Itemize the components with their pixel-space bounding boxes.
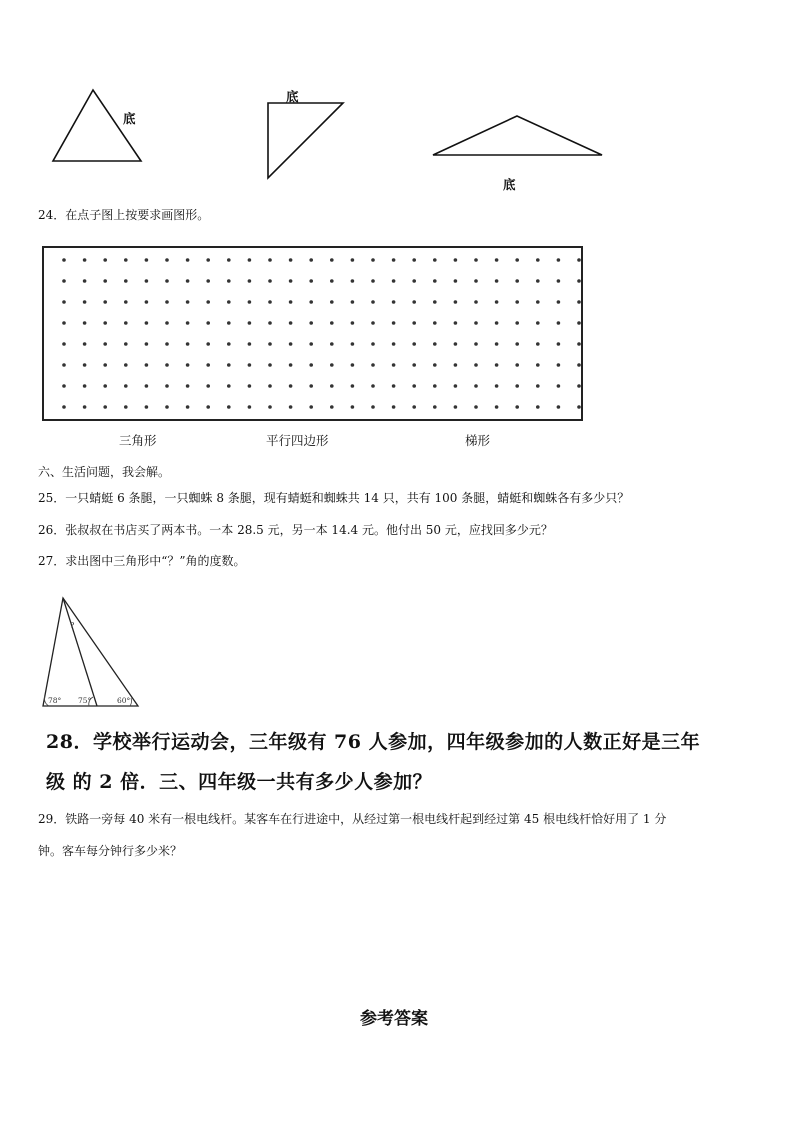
grid-dot xyxy=(227,258,231,262)
grid-dot xyxy=(433,342,437,346)
grid-dot xyxy=(62,342,66,346)
grid-dot xyxy=(433,279,437,283)
shape-label-parallelogram: 平行四边形 xyxy=(266,433,329,448)
grid-dot xyxy=(145,405,149,409)
grid-dot xyxy=(495,384,499,388)
grid-dot xyxy=(454,363,458,367)
grid-dot xyxy=(412,279,416,283)
grid-dot xyxy=(124,342,128,346)
grid-dot xyxy=(474,258,478,262)
grid-dot xyxy=(145,300,149,304)
grid-dot xyxy=(206,342,210,346)
grid-dot xyxy=(577,405,581,409)
grid-dot xyxy=(103,300,107,304)
grid-dot xyxy=(433,363,437,367)
grid-dot xyxy=(227,321,231,325)
grid-dot xyxy=(412,405,416,409)
grid-dot xyxy=(495,363,499,367)
grid-dot xyxy=(351,405,355,409)
grid-dot xyxy=(412,321,416,325)
grid-dot xyxy=(330,405,334,409)
grid-dot xyxy=(268,405,272,409)
grid-dot xyxy=(186,258,190,262)
grid-dot xyxy=(371,405,375,409)
grid-dot xyxy=(289,342,293,346)
grid-dot xyxy=(83,258,87,262)
grid-dot xyxy=(371,258,375,262)
grid-dot xyxy=(145,279,149,283)
grid-dot xyxy=(309,300,313,304)
grid-dot xyxy=(124,258,128,262)
grid-dot xyxy=(268,258,272,262)
grid-dot xyxy=(145,321,149,325)
grid-dot xyxy=(309,405,313,409)
grid-dot xyxy=(124,321,128,325)
grid-dot xyxy=(412,258,416,262)
grid-dot xyxy=(392,321,396,325)
grid-dot xyxy=(268,342,272,346)
grid-dot xyxy=(186,405,190,409)
grid-dot xyxy=(309,342,313,346)
grid-dot xyxy=(248,405,252,409)
grid-dot xyxy=(62,300,66,304)
triangle-3 xyxy=(433,116,602,155)
question-24: 24．在点子图上按要求画图形。 xyxy=(38,208,210,222)
grid-dot xyxy=(227,384,231,388)
grid-dot xyxy=(474,279,478,283)
grid-dot xyxy=(227,363,231,367)
triangle-figures xyxy=(0,0,794,200)
grid-dot xyxy=(351,321,355,325)
grid-dot xyxy=(289,279,293,283)
question-28-line1-text xyxy=(46,731,701,753)
grid-dot xyxy=(371,321,375,325)
grid-dot xyxy=(227,300,231,304)
grid-dot xyxy=(433,258,437,262)
grid-dot xyxy=(433,405,437,409)
grid-dot xyxy=(83,342,87,346)
grid-dot xyxy=(248,258,252,262)
grid-dot xyxy=(83,363,87,367)
grid-dot xyxy=(206,384,210,388)
grid-dot xyxy=(474,321,478,325)
grid-dot xyxy=(62,405,66,409)
grid-dot xyxy=(351,258,355,262)
grid-dot xyxy=(392,279,396,283)
grid-dot xyxy=(62,279,66,283)
grid-dot xyxy=(206,300,210,304)
grid-dot xyxy=(248,300,252,304)
grid-dot xyxy=(186,384,190,388)
grid-dot xyxy=(330,363,334,367)
grid-dot xyxy=(165,279,169,283)
grid-dot xyxy=(495,321,499,325)
grid-dot xyxy=(289,384,293,388)
grid-dot xyxy=(536,258,540,262)
grid-dot xyxy=(248,363,252,367)
grid-dot xyxy=(474,300,478,304)
grid-dot xyxy=(309,321,313,325)
dot-grid-box[interactable] xyxy=(42,246,583,421)
grid-dot xyxy=(248,342,252,346)
grid-dot xyxy=(330,321,334,325)
grid-dot xyxy=(62,258,66,262)
grid-dot xyxy=(186,279,190,283)
grid-dot xyxy=(536,321,540,325)
grid-dot xyxy=(330,300,334,304)
grid-dot xyxy=(145,384,149,388)
grid-dot xyxy=(474,405,478,409)
grid-dot xyxy=(289,363,293,367)
grid-dot xyxy=(536,342,540,346)
grid-dot xyxy=(268,321,272,325)
grid-dot xyxy=(454,279,458,283)
grid-dot xyxy=(309,384,313,388)
grid-dot xyxy=(557,342,561,346)
grid-dot xyxy=(433,384,437,388)
grid-dot xyxy=(165,363,169,367)
grid-dot xyxy=(515,300,519,304)
grid-dot xyxy=(289,405,293,409)
grid-dot xyxy=(557,363,561,367)
grid-dot xyxy=(433,300,437,304)
grid-dot xyxy=(165,342,169,346)
grid-dot xyxy=(392,405,396,409)
grid-dot xyxy=(330,258,334,262)
grid-dot xyxy=(577,363,581,367)
grid-dot xyxy=(412,384,416,388)
shape-label-trapezoid: 梯形 xyxy=(465,433,491,448)
grid-dot xyxy=(577,321,581,325)
grid-dot xyxy=(83,384,87,388)
grid-dot xyxy=(412,300,416,304)
grid-dot xyxy=(186,342,190,346)
grid-dot xyxy=(165,384,169,388)
grid-dot xyxy=(454,384,458,388)
grid-dot xyxy=(495,279,499,283)
grid-dot xyxy=(515,258,519,262)
grid-dot xyxy=(577,279,581,283)
grid-dot xyxy=(351,342,355,346)
grid-dot xyxy=(454,405,458,409)
question-27: 27．求出图中三角形中“？”角的度数。 xyxy=(38,554,246,568)
angle-75: 75° xyxy=(78,696,92,705)
question-29-line1: 29．铁路一旁每 40 米有一根电线杆。某客车在行进途中，从经过第一根电线杆起到经过第 45 根电线杆恰好用了 1 分 xyxy=(38,812,667,826)
grid-dot xyxy=(309,363,313,367)
grid-dot xyxy=(83,321,87,325)
grid-dot xyxy=(124,279,128,283)
grid-dot xyxy=(515,363,519,367)
grid-dot xyxy=(515,342,519,346)
grid-dot xyxy=(577,384,581,388)
grid-dot xyxy=(145,363,149,367)
base-label-1: 底 xyxy=(123,111,136,126)
grid-dot xyxy=(103,384,107,388)
grid-dot xyxy=(474,363,478,367)
grid-dot xyxy=(289,258,293,262)
grid-dot xyxy=(248,279,252,283)
grid-dot xyxy=(371,300,375,304)
grid-dot xyxy=(268,300,272,304)
grid-dot xyxy=(536,300,540,304)
grid-dot xyxy=(474,342,478,346)
grid-dot xyxy=(309,279,313,283)
grid-dot xyxy=(515,321,519,325)
grid-dot xyxy=(206,405,210,409)
angle-60: 60° xyxy=(117,696,131,705)
question-26: 26．张叔叔在书店买了两本书。一本 28.5 元，另一本 14.4 元。他付出 50 元，应找回多少元？ xyxy=(38,523,553,537)
section-six-heading: 六、生活问题，我会解。 xyxy=(38,465,171,479)
grid-dot xyxy=(206,321,210,325)
grid-dot xyxy=(412,342,416,346)
grid-dot xyxy=(62,384,66,388)
base-label-2: 底 xyxy=(286,89,299,104)
grid-dot xyxy=(83,279,87,283)
grid-dot xyxy=(392,258,396,262)
grid-dot xyxy=(206,279,210,283)
grid-dot xyxy=(557,405,561,409)
grid-dot xyxy=(206,363,210,367)
grid-dot xyxy=(145,258,149,262)
grid-dot xyxy=(145,342,149,346)
grid-dot xyxy=(433,321,437,325)
grid-dot xyxy=(557,300,561,304)
grid-dot xyxy=(351,384,355,388)
grid-dot xyxy=(454,342,458,346)
grid-dot xyxy=(165,300,169,304)
grid-dot xyxy=(495,258,499,262)
grid-dot xyxy=(330,342,334,346)
grid-dot xyxy=(577,342,581,346)
grid-dot xyxy=(103,321,107,325)
grid-dot xyxy=(83,300,87,304)
dot-grid xyxy=(44,248,581,419)
grid-dot xyxy=(515,405,519,409)
angle-78: 78° xyxy=(48,696,62,705)
grid-dot xyxy=(186,321,190,325)
grid-dot xyxy=(536,279,540,283)
grid-dot xyxy=(165,258,169,262)
grid-dot xyxy=(515,384,519,388)
grid-dot xyxy=(309,258,313,262)
grid-dot xyxy=(515,279,519,283)
grid-dot xyxy=(62,363,66,367)
grid-dot xyxy=(62,321,66,325)
grid-dot xyxy=(557,321,561,325)
grid-dot xyxy=(103,279,107,283)
grid-dot xyxy=(392,363,396,367)
grid-dot xyxy=(268,363,272,367)
question-28-line2: 级 的 2 倍．三、四年级一共有多少人参加？ xyxy=(46,771,433,793)
angle-figure xyxy=(35,592,145,712)
question-28-line1-bind: 28．学校举行运动会，三年级有 76 人参加，四年级参加的人数正好是三年 xyxy=(46,731,701,753)
grid-dot xyxy=(289,300,293,304)
grid-dot xyxy=(412,363,416,367)
grid-dot xyxy=(392,342,396,346)
grid-dot xyxy=(227,342,231,346)
inner-segment xyxy=(63,598,97,706)
grid-dot xyxy=(103,258,107,262)
answer-section-title: 参考答案 xyxy=(360,1009,428,1029)
grid-dot xyxy=(227,405,231,409)
grid-dot xyxy=(495,300,499,304)
grid-dot xyxy=(186,363,190,367)
grid-dot xyxy=(124,300,128,304)
grid-dot xyxy=(371,384,375,388)
grid-dot xyxy=(351,363,355,367)
shape-label-triangle: 三角形 xyxy=(119,433,157,448)
grid-dot xyxy=(165,321,169,325)
grid-dot xyxy=(103,342,107,346)
grid-dot xyxy=(392,300,396,304)
grid-dot xyxy=(248,321,252,325)
grid-dot xyxy=(124,405,128,409)
grid-dot xyxy=(227,279,231,283)
grid-dot xyxy=(371,279,375,283)
grid-dot xyxy=(186,300,190,304)
grid-dot xyxy=(330,384,334,388)
grid-dot xyxy=(371,342,375,346)
grid-dot xyxy=(577,258,581,262)
grid-dot xyxy=(536,363,540,367)
grid-dot xyxy=(536,384,540,388)
grid-dot xyxy=(557,279,561,283)
question-29-line2: 钟。客车每分钟行多少米？ xyxy=(38,844,183,858)
grid-dot xyxy=(392,384,396,388)
grid-dot xyxy=(351,279,355,283)
question-mark: ? xyxy=(70,621,75,630)
question-28-line1 xyxy=(46,728,700,758)
grid-dot xyxy=(103,405,107,409)
grid-dot xyxy=(495,405,499,409)
grid-dot xyxy=(83,405,87,409)
grid-dot xyxy=(495,342,499,346)
grid-dot xyxy=(124,363,128,367)
grid-dot xyxy=(474,384,478,388)
grid-dot xyxy=(557,384,561,388)
grid-dot xyxy=(289,321,293,325)
grid-dot xyxy=(454,258,458,262)
grid-dot xyxy=(268,279,272,283)
triangle-2 xyxy=(268,103,343,178)
outer-triangle xyxy=(43,598,138,706)
grid-dot xyxy=(268,384,272,388)
grid-dot xyxy=(330,279,334,283)
question-25: 25．一只蜻蜓 6 条腿，一只蜘蛛 8 条腿，现有蜻蜓和蜘蛛共 14 只，共有 100 条腿，蜻蜓和蜘蛛各有多少只？ xyxy=(38,491,630,505)
grid-dot xyxy=(557,258,561,262)
grid-dot xyxy=(165,405,169,409)
grid-dot xyxy=(454,300,458,304)
grid-dot xyxy=(124,384,128,388)
grid-dot xyxy=(103,363,107,367)
grid-dot xyxy=(454,321,458,325)
grid-dot xyxy=(577,300,581,304)
grid-dot xyxy=(206,258,210,262)
base-label-3: 底 xyxy=(503,177,516,192)
grid-dot xyxy=(371,363,375,367)
grid-dot xyxy=(248,384,252,388)
grid-dot xyxy=(536,405,540,409)
grid-dot xyxy=(351,300,355,304)
